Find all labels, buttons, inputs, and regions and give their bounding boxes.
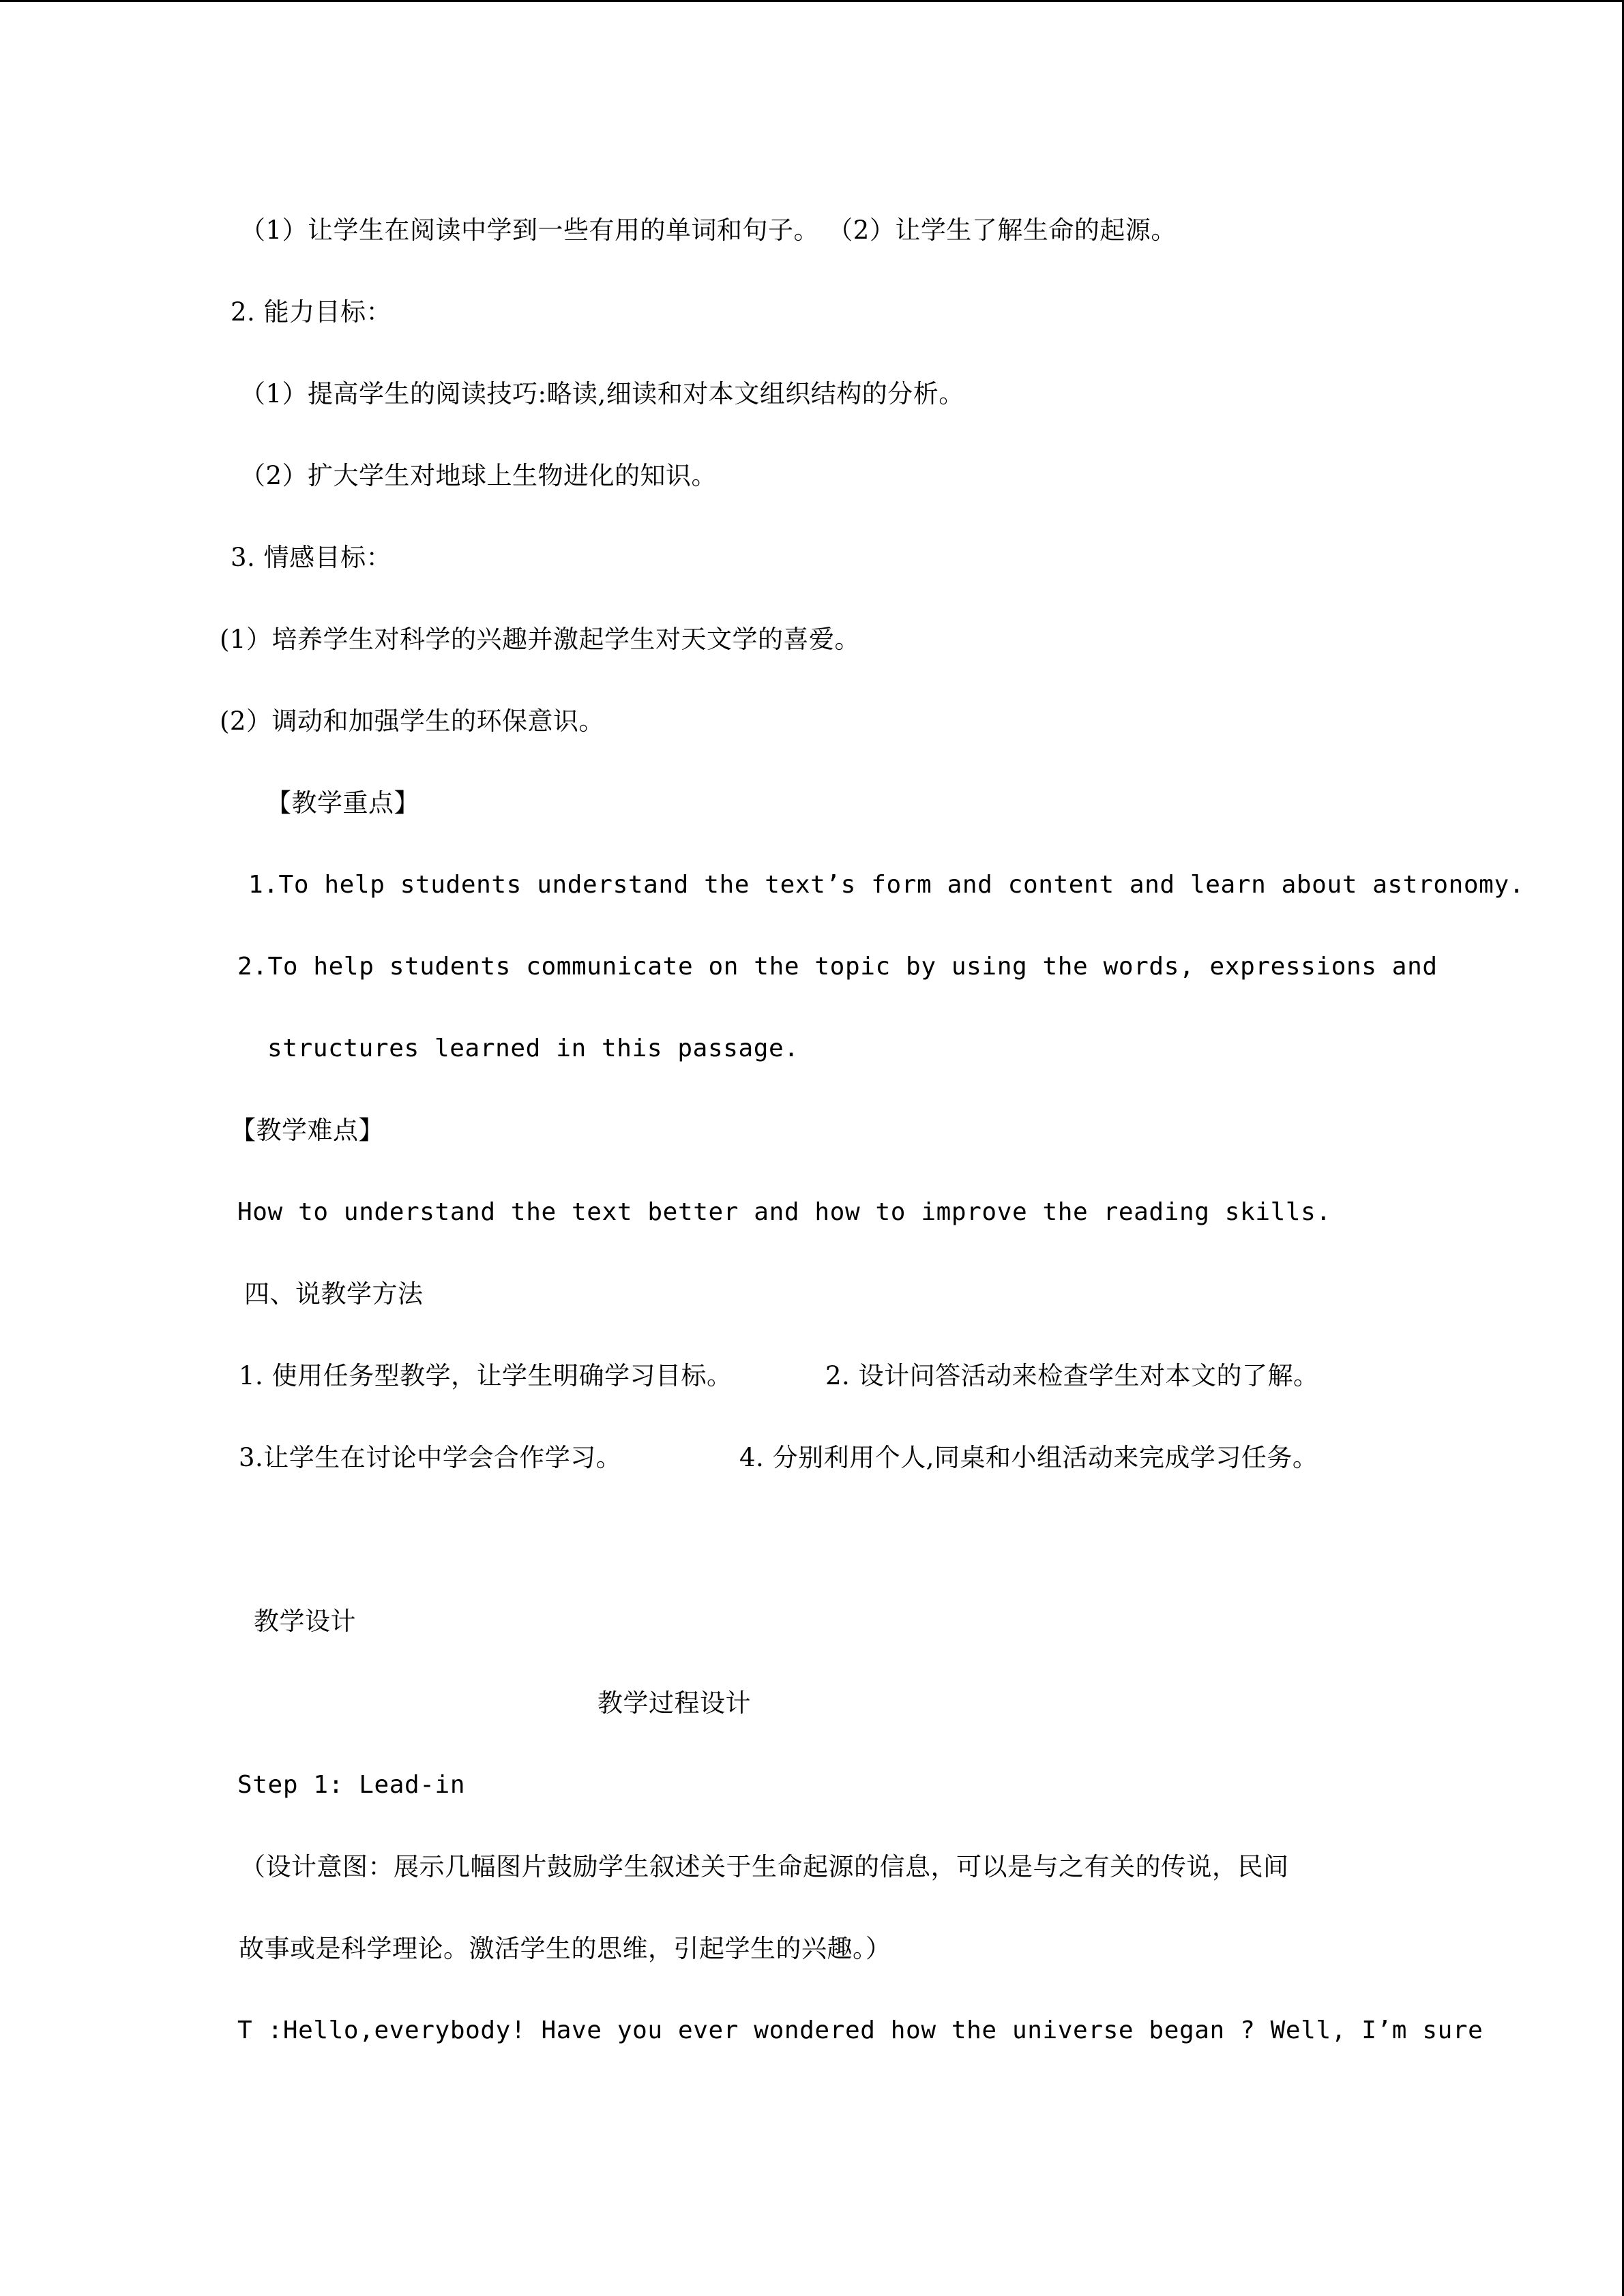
ability-goals-heading: 2. 能力目标： (231, 297, 392, 327)
teaching-focus-2: 2.To help students communicate on the topic by using the words, expressions and (237, 953, 1438, 981)
step-1-heading: Step 1: Lead-in (237, 1771, 466, 1799)
teaching-design-heading: 教学设计 (254, 1607, 356, 1636)
emotion-goal-1: (1）培养学生对科学的兴趣并激起学生对天文学的喜爱。 (220, 625, 860, 654)
teaching-process-title: 教学过程设计 (597, 1688, 751, 1718)
teaching-focus-2-continued: structures learned in this passage. (267, 1034, 799, 1062)
ability-goal-1: （1）提高学生的阅读技巧:略读,细读和对本文组织结构的分析。 (240, 379, 964, 408)
teaching-method-4: 4. 分别利用个人,同桌和小组活动来完成学习任务。 (739, 1443, 1318, 1472)
teaching-focus-heading: 【教学重点】 (266, 788, 419, 818)
design-intent-line-1: （设计意图：展示几幅图片鼓励学生叙述关于生命起源的信息，可以是与之有关的传说，民间 (240, 1852, 1289, 1881)
top-border-rule (0, 0, 1624, 2)
knowledge-goals-line: （1）让学生在阅读中学到一些有用的单词和句子。 （2）让学生了解生命的起源。 (240, 215, 1177, 245)
emotion-goal-2: (2）调动和加强学生的环保意识。 (220, 706, 604, 736)
teaching-methods-heading: 四、说教学方法 (244, 1279, 424, 1309)
teaching-method-2: 2. 设计问答活动来检查学生对本文的了解。 (825, 1361, 1319, 1390)
design-intent-line-2: 故事或是科学理论。激活学生的思维，引起学生的兴趣。） (239, 1934, 891, 1963)
teaching-method-3: 3.让学生在讨论中学会合作学习。 (239, 1443, 622, 1472)
teaching-difficulty-heading: 【教学难点】 (231, 1116, 384, 1145)
teaching-focus-1: 1.To help students understand the text’s form and content and learn about astronomy. (248, 871, 1525, 899)
teaching-difficulty-text: How to understand the text better and how to improve the reading skills. (237, 1198, 1331, 1226)
ability-goal-2: （2）扩大学生对地球上生物进化的知识。 (240, 461, 718, 490)
teaching-method-1: 1. 使用任务型教学，让学生明确学习目标。 (239, 1361, 733, 1390)
emotion-goals-heading: 3. 情感目标： (231, 543, 392, 572)
teacher-dialogue-line: T :Hello,everybody! Have you ever wondered how the universe began ? Well, I’m sure (237, 2016, 1483, 2044)
